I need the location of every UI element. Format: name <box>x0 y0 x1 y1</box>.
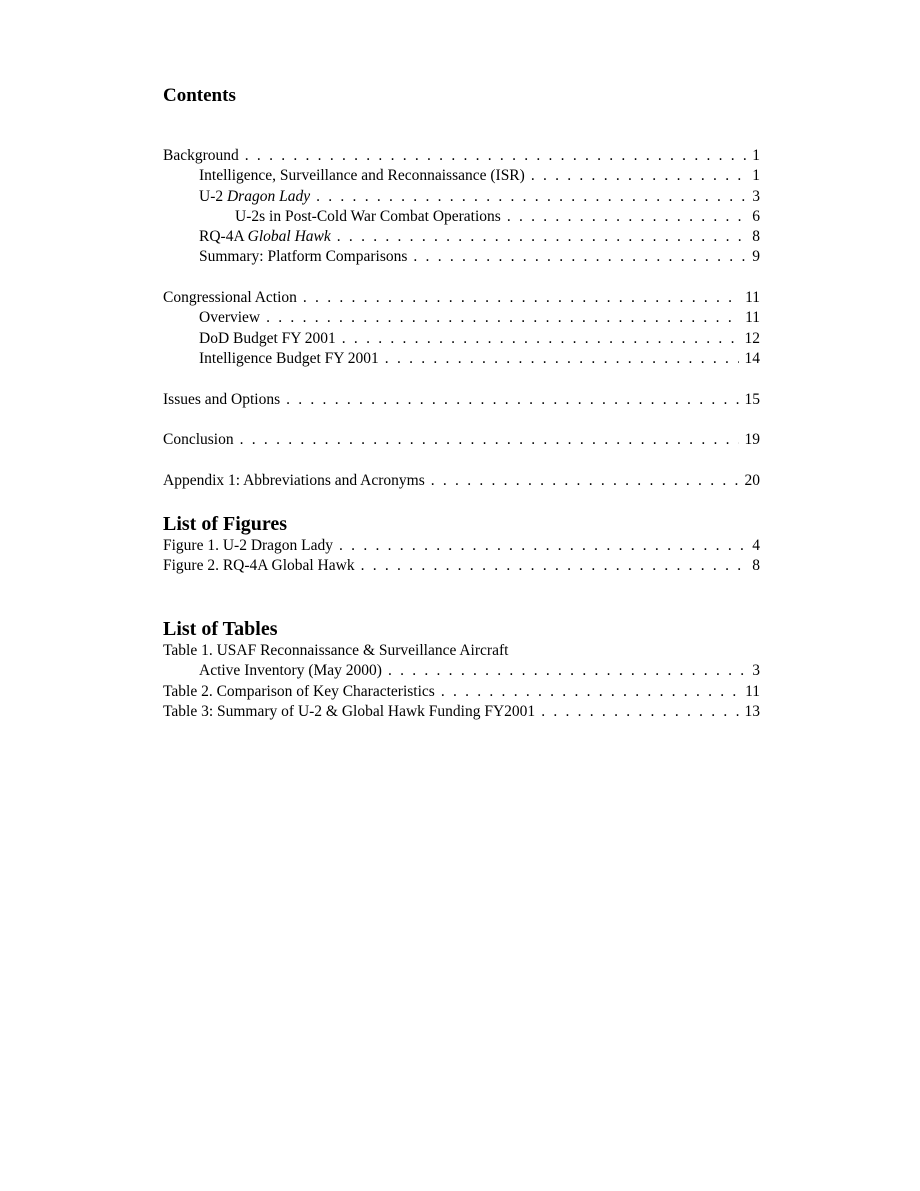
dot-leader <box>339 536 746 556</box>
toc-entry-page: 19 <box>744 431 760 449</box>
dot-leader <box>385 349 739 369</box>
toc-entry-u2-dragon-lady[interactable] <box>163 187 760 207</box>
toc-entry-page: 15 <box>744 390 760 408</box>
toc-entry-title: Overview <box>199 309 261 327</box>
table-entry-page: 11 <box>745 682 760 700</box>
toc-entry-page: 12 <box>744 329 760 347</box>
dot-leader <box>266 308 739 328</box>
dot-leader <box>507 207 746 227</box>
toc-entry-title: Congressional Action <box>163 289 297 307</box>
dot-leader <box>441 682 739 702</box>
toc-entry-page: 6 <box>752 207 760 225</box>
dot-leader <box>388 661 746 681</box>
dot-leader <box>541 702 738 722</box>
dot-leader <box>342 329 739 349</box>
toc-entry-platform-comparisons[interactable] <box>163 247 760 267</box>
dot-leader <box>286 390 738 410</box>
table-entry-title: Active Inventory (May 2000) <box>199 662 382 680</box>
table-entry-3[interactable] <box>163 702 760 722</box>
toc-entry-title: U-2s in Post-Cold War Combat Operations <box>235 207 501 225</box>
table-entry-1[interactable] <box>163 661 760 681</box>
dot-leader <box>413 247 746 267</box>
list-of-figures-heading: List of Figures <box>163 513 288 535</box>
toc-entry-page: 14 <box>744 349 760 367</box>
table-entry-title: Table 3: Summary of U-2 & Global Hawk Funding FY2001 <box>163 702 536 720</box>
section-gap <box>163 369 760 389</box>
toc-entry-title: Issues and Options <box>163 390 281 408</box>
section-gap <box>163 450 760 470</box>
figure-entry-1[interactable] <box>163 536 760 556</box>
toc-entry-title: DoD Budget FY 2001 <box>199 329 336 347</box>
contents-heading: Contents <box>163 85 236 106</box>
toc-entry-page: 1 <box>752 147 760 164</box>
dot-leader <box>431 471 739 491</box>
toc-entry-issues-options[interactable] <box>163 390 760 410</box>
toc-entry-title: Intelligence Budget FY 2001 <box>199 349 379 367</box>
dot-leader <box>245 146 746 166</box>
toc-entry-title: Intelligence, Surveillance and Reconnaissance (ISR) <box>199 167 525 185</box>
toc-entry-congressional-action[interactable] <box>163 288 760 308</box>
table-entry-title: Table 2. Comparison of Key Characteristics <box>163 682 435 700</box>
toc-entry-overview[interactable] <box>163 308 760 328</box>
dot-leader <box>316 187 746 207</box>
list-of-figures <box>163 536 760 577</box>
toc-entry-page: 3 <box>752 187 760 205</box>
list-of-tables-heading: List of Tables <box>163 618 278 640</box>
toc-entry-title: Appendix 1: Abbreviations and Acronyms <box>163 471 425 489</box>
toc-entry-page: 8 <box>752 228 760 246</box>
toc-entry-page: 1 <box>752 167 760 185</box>
toc-entry-appendix-1[interactable] <box>163 471 760 491</box>
list-of-tables <box>163 641 760 722</box>
toc-entry-rq4a-global-hawk[interactable] <box>163 227 760 247</box>
toc-entry-page: 11 <box>745 309 760 327</box>
toc-entry-background[interactable] <box>163 146 760 166</box>
toc-entry-page: 20 <box>744 471 760 489</box>
figure-entry-page: 4 <box>752 537 760 554</box>
toc-entry-title-italic: Dragon Lady <box>226 187 311 205</box>
figure-entry-2[interactable] <box>163 556 760 576</box>
toc-entry-title-prefix: U-2 <box>199 187 227 205</box>
section-gap <box>163 268 760 288</box>
table-entry-page: 13 <box>744 702 760 720</box>
dot-leader <box>337 227 746 247</box>
toc-entry-u2-combat-ops[interactable] <box>163 207 760 227</box>
toc-entry-title-prefix: RQ-4A <box>199 228 248 246</box>
table-entry-1-first-line[interactable]: Table 1. USAF Reconnaissance & Surveillance Aircraft <box>163 642 509 659</box>
toc-entry-conclusion[interactable] <box>163 430 760 450</box>
table-of-contents <box>163 146 760 491</box>
toc-entry-title <box>199 227 331 247</box>
toc-entry-title <box>199 187 310 207</box>
toc-entry-title-italic: Global Hawk <box>247 228 331 246</box>
toc-entry-isr[interactable] <box>163 166 760 186</box>
table-entry-page: 3 <box>752 662 760 680</box>
dot-leader <box>531 166 746 186</box>
figure-entry-page: 8 <box>752 557 760 575</box>
toc-entry-page: 11 <box>745 289 760 307</box>
section-gap <box>163 410 760 430</box>
toc-entry-title: Summary: Platform Comparisons <box>199 248 408 266</box>
toc-entry-dod-budget[interactable] <box>163 329 760 349</box>
toc-entry-page: 9 <box>752 248 760 266</box>
dot-leader <box>361 556 747 576</box>
figure-entry-title: Figure 2. RQ-4A Global Hawk <box>163 557 355 575</box>
figure-entry-title: Figure 1. U-2 Dragon Lady <box>163 537 334 554</box>
dot-leader <box>240 430 739 450</box>
dot-leader <box>303 288 739 308</box>
toc-entry-title: Conclusion <box>163 431 234 449</box>
toc-entry-title: Background <box>163 147 239 164</box>
toc-entry-intelligence-budget[interactable] <box>163 349 760 369</box>
table-entry-2[interactable] <box>163 682 760 702</box>
